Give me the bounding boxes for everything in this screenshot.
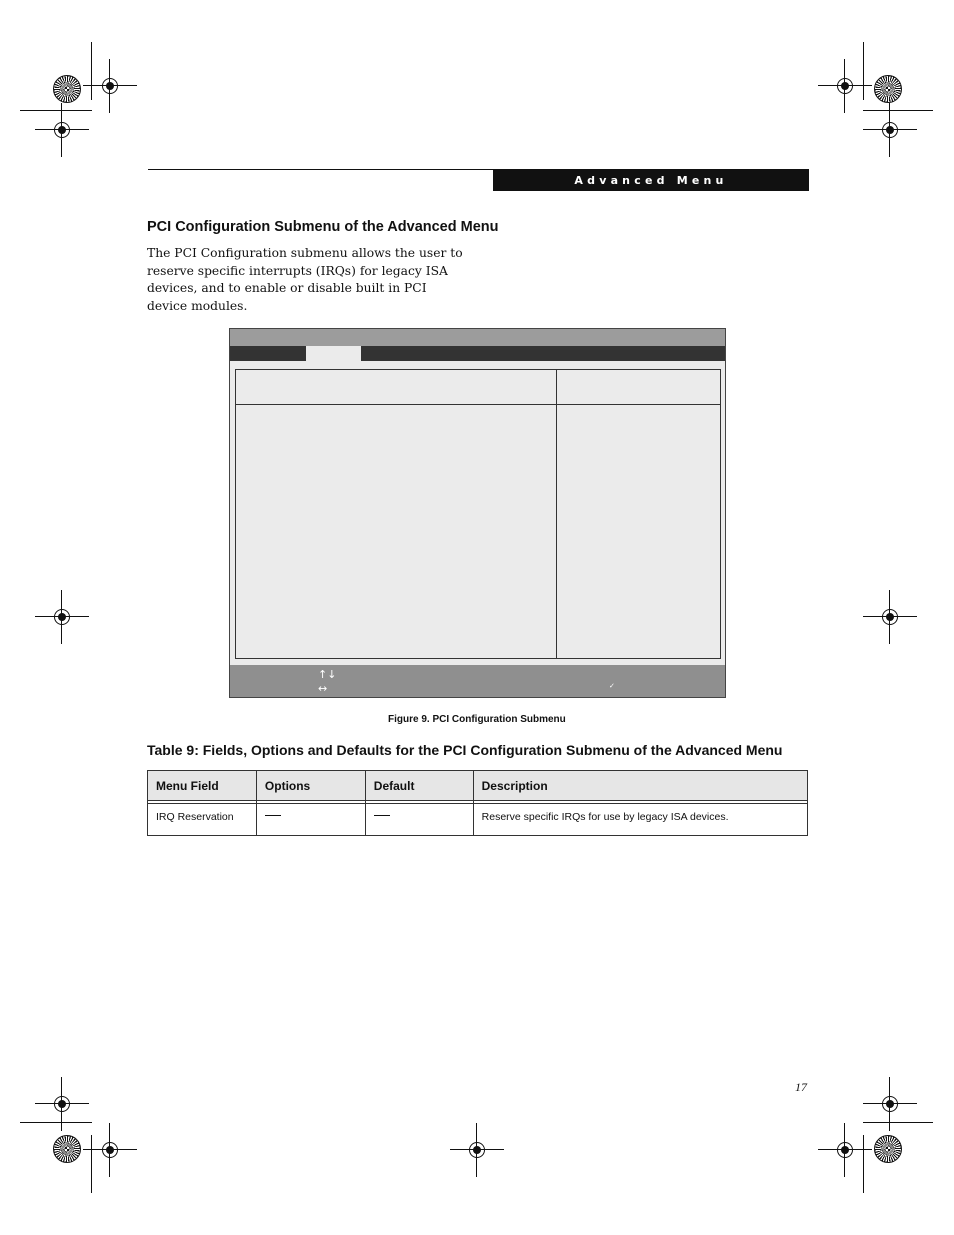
header-section-label: Advanced Menu <box>493 169 809 191</box>
crosshair-icon <box>51 1093 73 1115</box>
trim-line <box>863 1135 864 1193</box>
page-number: 17 <box>795 1080 807 1094</box>
crosshair-icon <box>834 1139 856 1161</box>
trim-line <box>863 1122 933 1123</box>
trim-line <box>863 110 933 111</box>
bios-title-bar <box>230 329 725 346</box>
table-header-row <box>148 771 808 801</box>
header-rule <box>148 169 493 170</box>
fields-table <box>147 770 808 836</box>
section-title: PCI Configuration Submenu of the Advanced Menu <box>147 219 499 235</box>
bios-settings-pane <box>235 369 557 659</box>
registration-star-icon <box>874 75 902 103</box>
crosshair-icon <box>51 606 73 628</box>
arrow-up-down-icon: ↑↓ <box>318 668 337 681</box>
table-row <box>148 804 808 836</box>
options-cell <box>256 804 365 836</box>
crosshair-icon <box>99 75 121 97</box>
trim-line <box>91 1135 92 1193</box>
bios-active-tab <box>306 346 361 361</box>
column-header: Menu Field <box>148 771 257 801</box>
crosshair-icon <box>879 119 901 141</box>
trim-line <box>91 42 92 100</box>
bios-help-pane-header <box>557 370 720 405</box>
registration-star-icon <box>53 1135 81 1163</box>
table-title: Table 9: Fields, Options and Defaults for the PCI Configuration Submenu of the Advanced Menu <box>147 742 783 758</box>
small-mark-icon: ✓ <box>609 682 615 690</box>
bios-settings-pane-header <box>236 370 556 405</box>
column-header: Default <box>365 771 473 801</box>
crosshair-icon <box>51 119 73 141</box>
crosshair-icon <box>879 1093 901 1115</box>
menu-field-cell: IRQ Reservation <box>148 804 257 836</box>
dash-mark <box>374 815 390 816</box>
bios-menu-bar <box>230 346 725 361</box>
column-header: Options <box>256 771 365 801</box>
dash-mark <box>265 815 281 816</box>
trim-line <box>863 42 864 100</box>
bios-key-legend <box>230 665 725 697</box>
intro-paragraph: The PCI Configuration submenu allows the user to reserve specific interrupts (IRQs) for legacy ISA devices, and to enable or disable built in PCI device modules. <box>147 246 463 313</box>
default-cell <box>365 804 473 836</box>
figure-caption: Figure 9. PCI Configuration Submenu <box>388 714 566 725</box>
column-header: Description <box>473 771 807 801</box>
crosshair-icon <box>466 1139 488 1161</box>
crosshair-icon <box>879 606 901 628</box>
trim-line <box>20 1122 92 1123</box>
trim-line <box>20 110 92 111</box>
bios-screenshot <box>229 328 726 698</box>
crosshair-icon <box>99 1139 121 1161</box>
crosshair-icon <box>834 75 856 97</box>
registration-star-icon <box>53 75 81 103</box>
bios-help-pane <box>556 369 721 659</box>
registration-star-icon <box>874 1135 902 1163</box>
arrow-left-right-icon: ↔ <box>318 682 328 695</box>
description-cell: Reserve specific IRQs for use by legacy ISA devices. <box>473 804 807 836</box>
